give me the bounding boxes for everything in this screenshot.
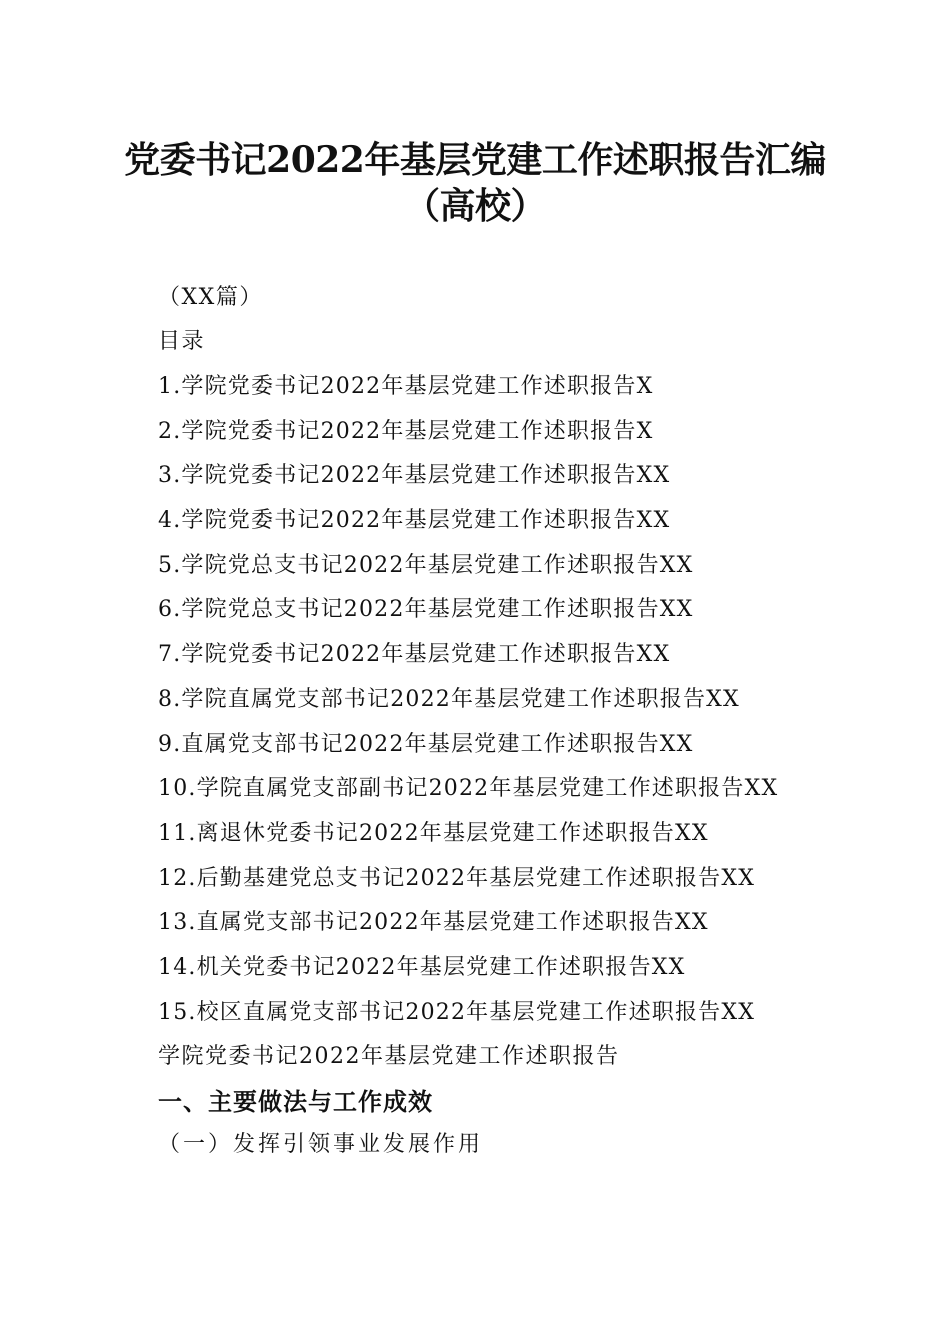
document-title: 党委书记2022年基层党建工作述职报告汇编 xyxy=(124,139,826,181)
toc-item: 7.学院党委书记2022年基层党建工作述职报告XX xyxy=(158,642,671,668)
report-title: 学院党委书记2022年基层党建工作述职报告 xyxy=(158,1044,620,1069)
toc-item: 5.学院党总支书记2022年基层党建工作述职报告XX xyxy=(158,552,694,578)
subsection-heading: （一）发挥引领事业发展作用 xyxy=(158,1132,484,1157)
toc-item: 6.学院党总支书记2022年基层党建工作述职报告XX xyxy=(158,597,694,623)
toc-item: 1.学院党委书记2022年基层党建工作述职报告X xyxy=(158,374,654,399)
toc-item: 3.学院党委书记2022年基层党建工作述职报告XX xyxy=(158,463,671,489)
toc-label: 目录 xyxy=(158,329,206,354)
toc-item: 9.直属党支部书记2022年基层党建工作述职报告XX xyxy=(158,731,694,757)
toc-item: 14.机关党委书记2022年基层党建工作述职报告XX xyxy=(158,954,686,980)
toc-item: 2.学院党委书记2022年基层党建工作述职报告X xyxy=(158,418,654,444)
toc-item: 13.直属党支部书记2022年基层党建工作述职报告XX xyxy=(158,910,709,936)
toc-item: 10.学院直属党支部副书记2022年基层党建工作述职报告XX xyxy=(158,776,779,802)
table-of-contents xyxy=(158,372,778,1042)
document-subtitle: （高校） xyxy=(403,185,546,227)
toc-item: 8.学院直属党支部书记2022年基层党建工作述职报告XX xyxy=(158,686,740,712)
count-note: （XX篇） xyxy=(158,285,263,310)
section-heading: 一、主要做法与工作成效 xyxy=(158,1088,433,1116)
toc-item: 12.后勤基建党总支书记2022年基层党建工作述职报告XX xyxy=(158,865,756,891)
toc-item: 4.学院党委书记2022年基层党建工作述职报告XX xyxy=(158,508,671,534)
toc-item: 11.离退休党委书记2022年基层党建工作述职报告XX xyxy=(158,820,709,846)
toc-item: 15.校区直属党支部书记2022年基层党建工作述职报告XX xyxy=(158,999,756,1025)
